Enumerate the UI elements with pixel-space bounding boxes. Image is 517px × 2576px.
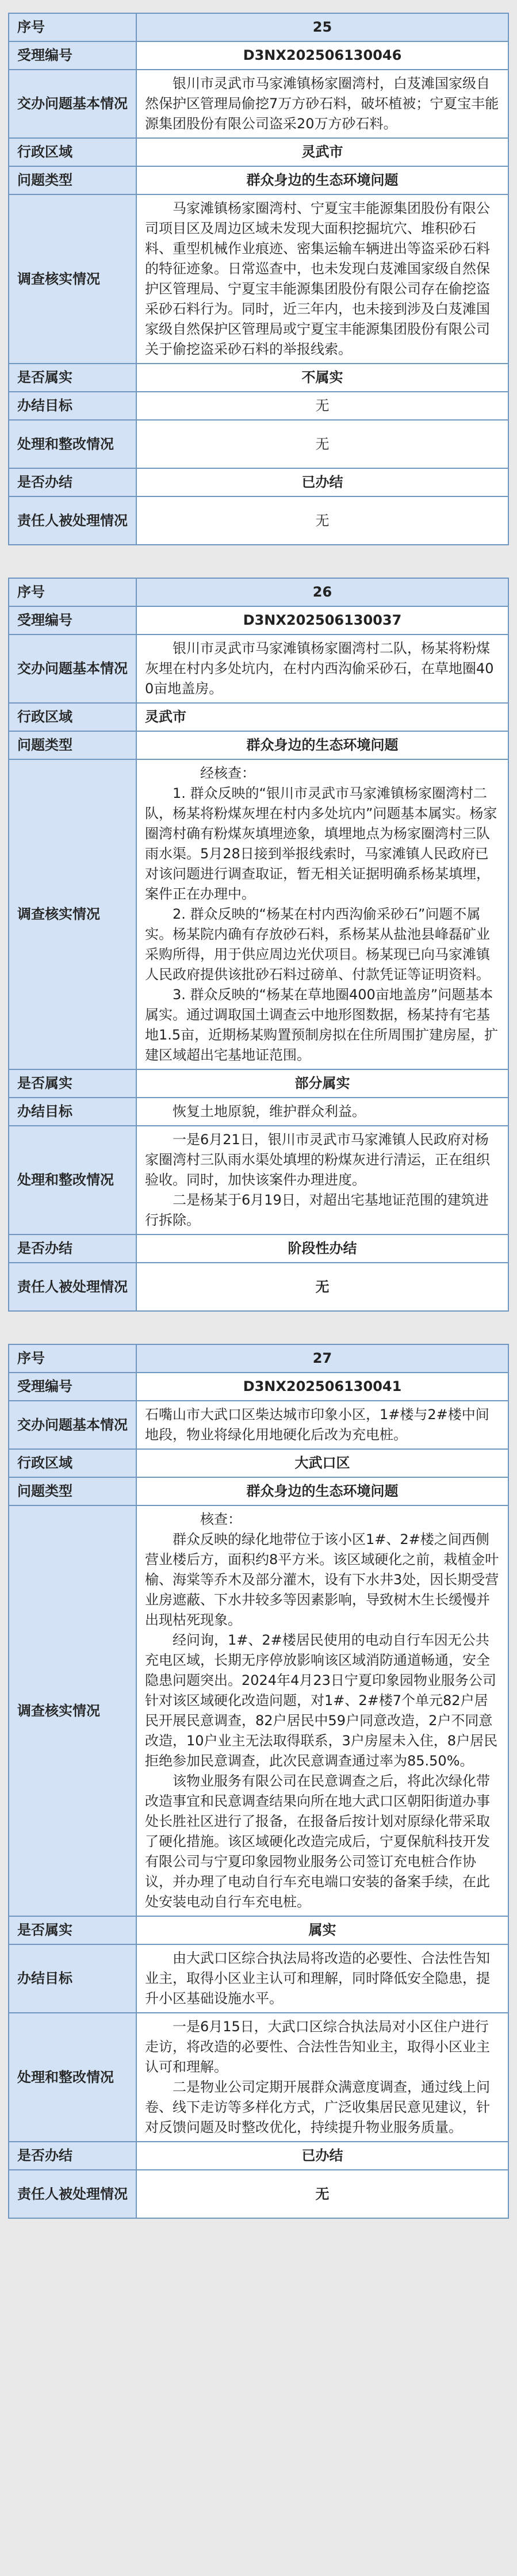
row-investigation (9, 759, 508, 1069)
investigation-paragraph: 核查： (200, 1511, 242, 1527)
label-investigation: 调查核实情况 (9, 759, 136, 1069)
label-is-true: 是否属实 (9, 1916, 136, 1944)
investigation-paragraph: 群众反映的绿化地带位于该小区1#、2#楼之间西侧营业楼后方，面积约8平方米。该区域硬化之前，栽植金叶榆、海棠等乔木及部分灌木，设有下水井3处，因长期受营业房遮蔽、下水井较多等因素影响，导致树木生长缓慢并出现枯死现象。 (145, 1531, 499, 1628)
label-case-no: 受理编号 (9, 1373, 136, 1401)
value-issue-type: 群众身边的生态环境问题 (136, 166, 508, 194)
label-seq: 序号 (9, 578, 136, 606)
label-target: 办结目标 (9, 392, 136, 420)
label-case-no: 受理编号 (9, 41, 136, 70)
row-basic-info (9, 635, 508, 703)
label-investigation: 调查核实情况 (9, 194, 136, 364)
investigation-paragraph: 1. 群众反映的“银川市灵武市马家滩镇杨家圈湾村二队，杨某将粉煤灰埋在村内多处坑内”问题基本属实。杨家圈湾村确有粉煤灰填埋迹象，填埋地点为杨家圈湾村三队雨水渠。5月28日接到举报线索时，马家滩镇人民政府已对该问题进行调查取证，暂无相关证据明确系杨某填埋，案件正在办理中。 (145, 785, 497, 902)
row-case-no (9, 606, 508, 635)
row-region (9, 703, 508, 731)
value-rectification (136, 2013, 508, 2142)
value-target: 无 (136, 392, 508, 420)
label-is-true: 是否属实 (9, 364, 136, 392)
value-is-true: 属实 (136, 1916, 508, 1944)
row-accountability (9, 1263, 508, 1311)
label-issue-type: 问题类型 (9, 166, 136, 194)
investigation-paragraph: 2. 群众反映的“杨某在村内西沟偷采砂石”问题不属实。杨某院内确有存放砂石料，系杨某从盐池县峰磊矿业采购所得，用于供应周边光伏项目。杨某现已向马家滩镇人民政府提供该批砂石料过磅单、付款凭证等证明资料。 (145, 906, 490, 983)
value-accountability: 无 (136, 1263, 508, 1311)
row-accountability (9, 2170, 508, 2218)
label-target: 办结目标 (9, 1098, 136, 1126)
value-region: 灵武市 (136, 138, 508, 166)
label-region: 行政区域 (9, 138, 136, 166)
spacer (0, 1312, 517, 1344)
row-seq (9, 13, 508, 41)
label-basic-info: 交办问题基本情况 (9, 1401, 136, 1449)
row-is-true (9, 1916, 508, 1944)
value-is-closed: 已办结 (136, 468, 508, 496)
value-is-true: 不属实 (136, 364, 508, 392)
row-is-closed (9, 468, 508, 496)
row-rectification (9, 420, 508, 468)
row-is-closed (9, 2142, 508, 2170)
row-target (9, 1944, 508, 2013)
row-is-true (9, 364, 508, 392)
record-card (8, 13, 509, 545)
value-case-no: D3NX202506130046 (136, 41, 508, 70)
label-is-closed: 是否办结 (9, 468, 136, 496)
label-case-no: 受理编号 (9, 606, 136, 635)
label-target: 办结目标 (9, 1944, 136, 2013)
row-issue-type (9, 1477, 508, 1505)
value-seq: 25 (136, 13, 508, 41)
row-seq (9, 578, 508, 606)
label-basic-info: 交办问题基本情况 (9, 635, 136, 703)
row-case-no (9, 41, 508, 70)
value-rectification: 无 (136, 420, 508, 468)
label-is-closed: 是否办结 (9, 1235, 136, 1263)
row-is-closed (9, 1235, 508, 1263)
row-rectification (9, 1126, 508, 1235)
label-accountability: 责任人被处理情况 (9, 1263, 136, 1311)
row-issue-type (9, 166, 508, 194)
value-region: 灵武市 (136, 703, 508, 731)
label-basic-info: 交办问题基本情况 (9, 70, 136, 138)
label-seq: 序号 (9, 1344, 136, 1373)
investigation-paragraph: 马家滩镇杨家圈湾村、宁夏宝丰能源集团股份有限公司项目区及周边区域未发现大面积挖掘坑穴、堆积砂石料、重型机械作业痕迹、密集运输车辆进出等盗采砂石料的特征迹象。日常巡查中，也未发现白芨滩国家级自然保护区管理局、宁夏宝丰能源集团股份有限公司存在偷挖盗采砂石料行为。同时，近三年内，也未接到涉及白芨滩国家级自然保护区管理局或宁夏宝丰能源集团股份有限公司关于偷挖盗采砂石料的举报线索。 (145, 200, 490, 357)
label-region: 行政区域 (9, 1449, 136, 1477)
label-seq: 序号 (9, 13, 136, 41)
row-accountability (9, 496, 508, 545)
value-is-closed: 已办结 (136, 2142, 508, 2170)
row-seq (9, 1344, 508, 1373)
rectification-paragraph: 二是物业公司定期开展群众满意度调查，通过线上问卷、线下走访等多样化方式，广泛收集居民意见建议，针对反馈问题及时整改优化，持续提升物业服务质量。 (145, 2079, 490, 2135)
row-investigation (9, 1505, 508, 1916)
label-is-true: 是否属实 (9, 1069, 136, 1098)
row-region (9, 1449, 508, 1477)
label-accountability: 责任人被处理情况 (9, 496, 136, 545)
value-case-no: D3NX202506130037 (136, 606, 508, 635)
investigation-paragraph: 该物业服务有限公司在民意调查之后，将此次绿化带改造事宜和民意调查结果向所在地大武口区朝阳街道办事处长胜社区进行了报备，在报备后按计划对原绿化带采取了硬化措施。该区域硬化改造完成后，宁夏保航科技开发有限公司与宁夏印象园物业服务公司签订充电桩合作协议，并办理了电动自行车充电端口安装的备案手续，在此处安装电动自行车充电桩。 (145, 1773, 490, 1910)
value-basic-info: 石嘴山市大武口区柴达城市印象小区，1#楼与2#楼中间地段，物业将绿化用地硬化后改为充电桩。 (136, 1401, 508, 1449)
value-investigation (136, 759, 508, 1069)
value-issue-type: 群众身边的生态环境问题 (136, 731, 508, 759)
value-rectification (136, 1126, 508, 1235)
row-issue-type (9, 731, 508, 759)
value-accountability: 无 (136, 496, 508, 545)
label-accountability: 责任人被处理情况 (9, 2170, 136, 2218)
spacer-top (0, 0, 517, 13)
value-seq: 26 (136, 578, 508, 606)
row-target (9, 1098, 508, 1126)
value-region: 大武口区 (136, 1449, 508, 1477)
row-investigation (9, 194, 508, 364)
label-rectification: 处理和整改情况 (9, 420, 136, 468)
row-case-no (9, 1373, 508, 1401)
label-investigation: 调查核实情况 (9, 1505, 136, 1916)
row-region (9, 138, 508, 166)
value-is-true: 部分属实 (136, 1069, 508, 1098)
label-is-closed: 是否办结 (9, 2142, 136, 2170)
label-region: 行政区域 (9, 703, 136, 731)
investigation-paragraph: 经核查： (200, 765, 255, 781)
investigation-paragraph: 3. 群众反映的“杨某在草地圈400亩地盖房”问题基本属实。通过调取国土调查云中地形图数据，杨某持有宅基地1.5亩，近期杨某购置预制房拟在住所周围扩建房屋，扩建区域超出宅基地证范围。 (145, 987, 499, 1063)
value-target: 恢复土地原貌，维护群众利益。 (136, 1098, 508, 1126)
value-basic-info: 银川市灵武市马家滩镇杨家圈湾村，白芨滩国家级自然保护区管理局偷挖7万方砂石料，破坏植被；宁夏宝丰能源集团股份有限公司盗采20万方砂石料。 (136, 70, 508, 138)
row-basic-info (9, 1401, 508, 1449)
label-issue-type: 问题类型 (9, 1477, 136, 1505)
label-rectification: 处理和整改情况 (9, 2013, 136, 2142)
row-rectification (9, 2013, 508, 2142)
value-basic-info: 银川市灵武市马家滩镇杨家圈湾村二队，杨某将粉煤灰埋在村内多处坑内，在村内西沟偷采砂石，在草地圈400亩地盖房。 (136, 635, 508, 703)
value-investigation (136, 1505, 508, 1916)
label-rectification: 处理和整改情况 (9, 1126, 136, 1235)
value-accountability: 无 (136, 2170, 508, 2218)
record-card (8, 578, 509, 1312)
value-issue-type: 群众身边的生态环境问题 (136, 1477, 508, 1505)
rectification-paragraph: 二是杨某于6月19日，对超出宅基地证范围的建筑进行拆除。 (145, 1192, 489, 1228)
row-basic-info (9, 70, 508, 138)
label-issue-type: 问题类型 (9, 731, 136, 759)
value-is-closed: 阶段性办结 (136, 1235, 508, 1263)
spacer (0, 545, 517, 578)
row-target (9, 392, 508, 420)
rectification-paragraph: 一是6月21日，银川市灵武市马家滩镇人民政府对杨家圈湾村三队雨水渠处填埋的粉煤灰进行清运，正在组织验收。同时，加快该案件办理进度。 (145, 1132, 490, 1188)
value-case-no: D3NX202506130041 (136, 1373, 508, 1401)
rectification-paragraph: 一是6月15日，大武口区综合执法局对小区住户进行走访，将改造的必要性、合法性告知业主，取得小区业主认可和理解。 (145, 2019, 490, 2075)
value-investigation (136, 194, 508, 364)
record-card (8, 1344, 509, 2219)
value-seq: 27 (136, 1344, 508, 1373)
value-target: 由大武口区综合执法局将改造的必要性、合法性告知业主，取得小区业主认可和理解，同时降低安全隐患，提升小区基础设施水平。 (136, 1944, 508, 2013)
investigation-paragraph: 经问询，1#、2#楼居民使用的电动自行车因无公共充电区域，长期无序停放影响该区域消防通道畅通，安全隐患问题突出。2024年4月23日宁夏印象园物业服务公司针对该区域硬化改造问题，对1#、2#楼7个单元82户居民开展民意调查，82户居民中59户同意改造，2户不同意改造，10户业主无法取得联系，3户房屋未入住，8户居民拒绝参加民意调查，此次民意调查通过率为85.50%。 (145, 1632, 498, 1769)
row-is-true (9, 1069, 508, 1098)
